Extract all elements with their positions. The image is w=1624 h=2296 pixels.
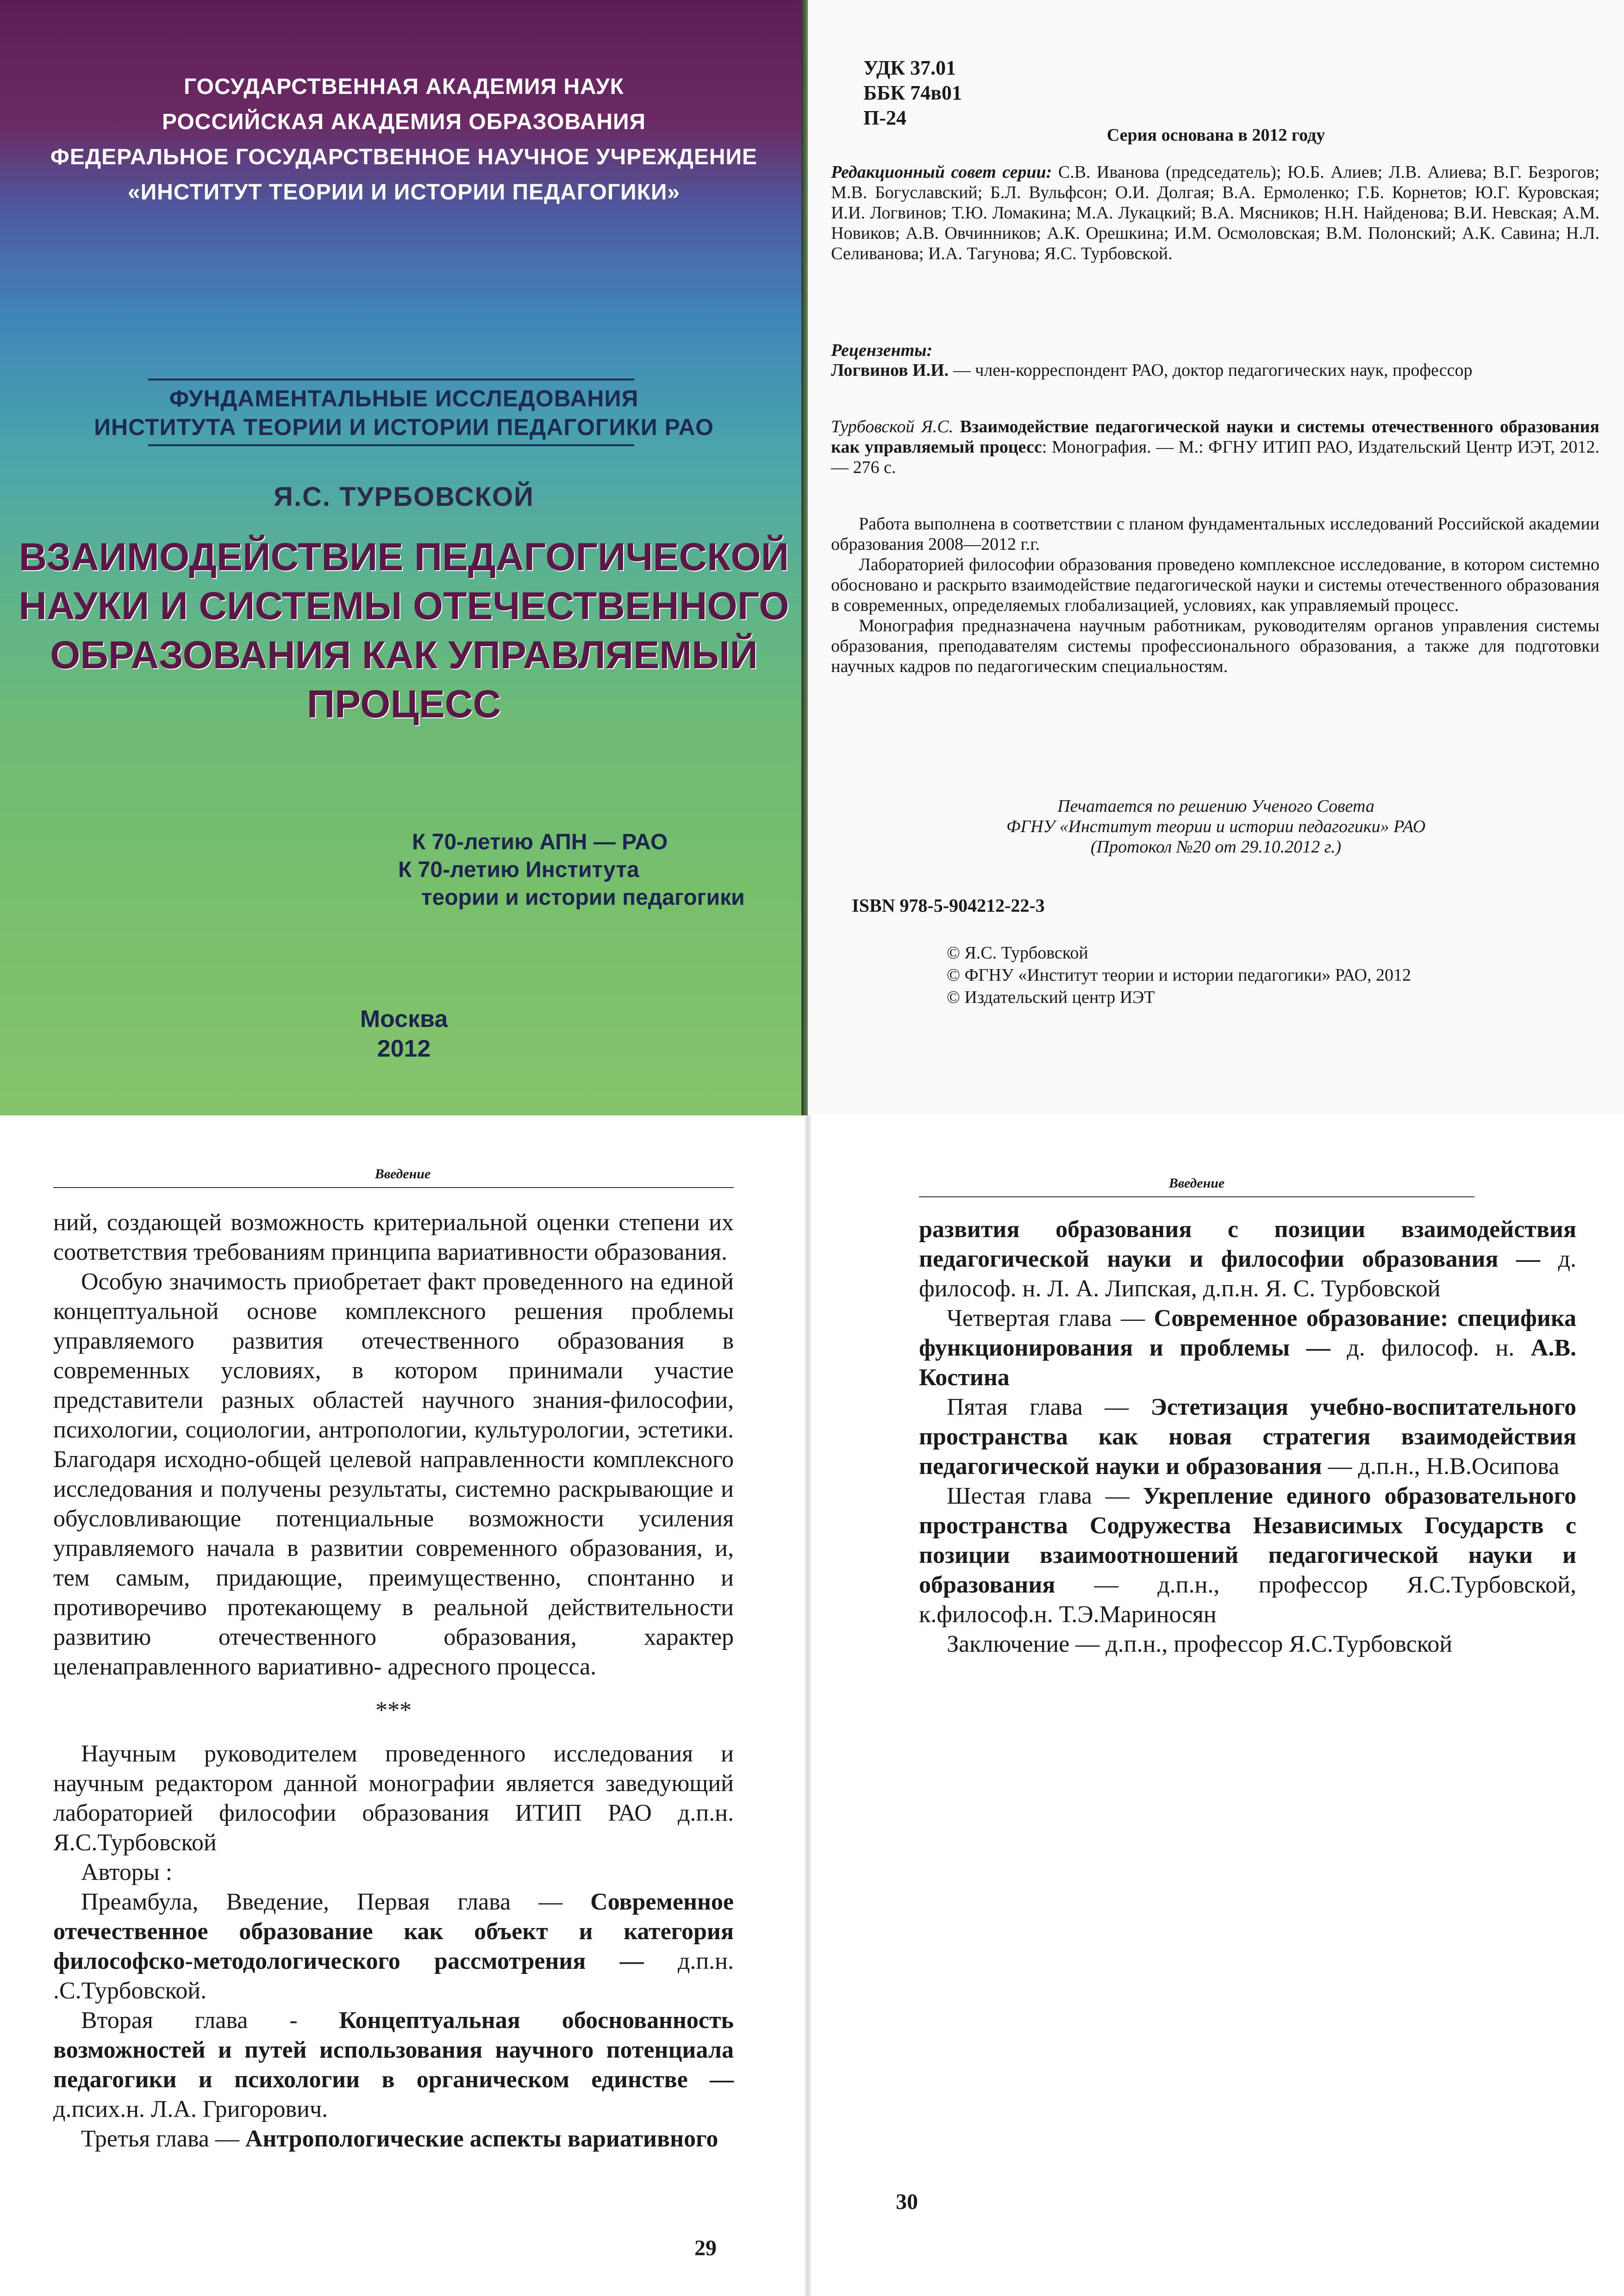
udk-code: УДК 37.01 bbox=[863, 56, 956, 79]
cover-title-line: ВЗАИМОДЕЙСТВИЕ ПЕДАГОГИЧЕСКОЙ bbox=[19, 535, 789, 579]
copyright-line: © ФГНУ «Институт теории и истории педагогики» РАО, 2012 bbox=[947, 965, 1411, 985]
copyright-block bbox=[947, 942, 1411, 1008]
series-founded: Серия основана в 2012 году bbox=[1106, 125, 1325, 145]
reviewers-label: Рецензенты: bbox=[831, 341, 933, 360]
cover-title-line: ПРОЦЕСС bbox=[306, 682, 501, 726]
editorial-board bbox=[831, 162, 1599, 264]
cover-series-line: ИНСТИТУТА ТЕОРИИ И ИСТОРИИ ПЕДАГОГИКИ РАО bbox=[94, 414, 714, 440]
cover-institution-line: «ИНСТИТУТ ТЕОРИИ И ИСТОРИИ ПЕДАГОГИКИ» bbox=[127, 180, 681, 205]
chapter-author: д. философ. н. bbox=[1330, 1335, 1531, 1361]
cover-institution-line: ФЕДЕРАЛЬНОЕ ГОСУДАРСТВЕННОЕ НАУЧНОЕ УЧРЕЖДЕНИЕ bbox=[50, 145, 758, 169]
chapter-author: д. философ. н. Л. А. Липская, д.п.н. Я. С. Турбовской bbox=[919, 1246, 1576, 1302]
bbk-code: ББК 74в01 bbox=[863, 81, 962, 104]
chapter-title: Современное отечественное образование как объект и категория философско-методологического рассмотрения — bbox=[53, 1889, 734, 1974]
abstract-paragraph: Монография предназначена научным работникам, руководителям органов управления системы образования, преподавателям системы профессионального образования, а также для подготовки научных кадров по педагогическим специальностям. bbox=[831, 616, 1599, 676]
abstract-paragraph: Лабораторией философии образования проведено комплексное исследование, в котором системно обосновано и раскрыто взаимодействие педагогической науки и системы отечественного образования в современных, определяемых глобализацией, условиях, как управляемый процесс. bbox=[831, 555, 1599, 615]
page-30-body bbox=[919, 1215, 1576, 1659]
cover-institution-line: РОССИЙСКАЯ АКАДЕМИЯ ОБРАЗОВАНИЯ bbox=[162, 110, 646, 134]
body-paragraph: Особую значимость приобретает факт проведенного на единой концептуальной основе комплексного решения проблемы управляемого развития отечественного образования в современных условиях, в котором принимали участие представители разных областей научного знания-философии, психологии, социологии, антропологии, культурологии, эстетики. Благодаря исходно-общей целевой направленности комплексного исследования и получены результаты, системно раскрывающие и обусловливающие потенциальные возможности усиления управляемого начала в развитии современного образования, и, тем самым, придающие, преимущественно, спонтанно и противоречиво протекающему в реальной действительности развитию отечественного образования, характер целенаправленного вариативно- адресного процесса. bbox=[53, 1269, 734, 1680]
chapter-credit bbox=[919, 1215, 1576, 1304]
cover-author: Я.С. ТУРБОВСКОЙ bbox=[274, 482, 534, 512]
copyright-line: © Я.С. Турбовской bbox=[947, 943, 1088, 963]
abstract bbox=[831, 514, 1599, 677]
page-29-body bbox=[53, 1208, 734, 2154]
cover-year: 2012 bbox=[377, 1035, 431, 1062]
chapter-author: — д.п.н., Н.В.Осипова bbox=[1322, 1453, 1560, 1480]
citation-author: Турбовской Я.С. bbox=[831, 417, 954, 436]
cover-anniversary-line: К 70-летию АПН — РАО bbox=[412, 830, 668, 854]
cover-series-rule-bottom bbox=[148, 444, 634, 446]
chapter-title: развития образования с позиции взаимодействия педагогической науки и философии образования — bbox=[919, 1216, 1576, 1272]
chapter-credit bbox=[919, 1393, 1576, 1481]
running-head: Введение bbox=[1168, 1176, 1225, 1191]
chapter-lead: Пятая глава — bbox=[947, 1394, 1151, 1420]
cover-series-line: ФУНДАМЕНТАЛЬНЫЕ ИССЛЕДОВАНИЯ bbox=[169, 386, 639, 411]
cover-city: Москва bbox=[360, 1006, 448, 1033]
cover-anniversary-line: К 70-летию Института bbox=[398, 858, 639, 882]
page-30 bbox=[808, 1115, 1624, 2296]
chapter-title: Концептуальная обоснованность возможностей и путей использования научного потенциала педагогики и психологии в органическом единстве — bbox=[53, 2007, 734, 2093]
cover-title-line: НАУКИ И СИСТЕМЫ ОТЕЧЕСТВЕННОГО bbox=[19, 584, 789, 628]
editorial-board-label: Редакционный совет серии: bbox=[831, 162, 1052, 182]
cover-anniversary bbox=[398, 828, 778, 912]
chapter-title: Укрепление единого образовательного пространства Содружества Независимых Государств с позиции взаимоотношений педагогической науки и образования bbox=[919, 1483, 1577, 1598]
cover-edge bbox=[801, 0, 808, 1115]
decision-line: (Протокол №20 от 29.10.2012 г.) bbox=[1090, 837, 1342, 857]
chapter-credit bbox=[53, 2006, 734, 2124]
decision-line: ФГНУ «Институт теории и истории педагогики» РАО bbox=[1006, 817, 1426, 836]
reviewer-description: — член-корреспондент РАО, доктор педагогических наук, профессор bbox=[949, 361, 1473, 380]
page-number: 30 bbox=[896, 2190, 918, 2214]
isbn: ISBN 978-5-904212-22-3 bbox=[852, 895, 1045, 916]
chapter-credit bbox=[919, 1481, 1576, 1630]
citation-rest: : Монография. — М.: ФГНУ ИТИП РАО, Издательский Центр ИЭТ, 2012. — 276 с. bbox=[831, 437, 1599, 477]
page-number: 29 bbox=[694, 2236, 717, 2260]
cover-anniversary-line: теории и истории педагогики bbox=[421, 885, 745, 910]
cover-institution-line: ГОСУДАРСТВЕННАЯ АКАДЕМИЯ НАУК bbox=[184, 75, 624, 99]
chapter-credit bbox=[919, 1304, 1576, 1393]
spine-shadow bbox=[803, 1115, 812, 2296]
citation-title: Взаимодействие педагогической науки и системы отечественного образования как управляемый процесс bbox=[831, 417, 1599, 457]
cover-series bbox=[0, 384, 808, 442]
cover-title-line: ОБРАЗОВАНИЯ КАК УПРАВЛЯЕМЫЙ bbox=[50, 633, 758, 677]
page-29 bbox=[0, 1115, 808, 2296]
chapter-lead: Четвертая глава — bbox=[947, 1305, 1154, 1332]
chapter-lead: Шестая глава — bbox=[947, 1483, 1143, 1509]
conclusion-credit: Заключение — д.п.н., профессор Я.С.Турбовской bbox=[947, 1631, 1453, 1657]
cover-institutions bbox=[0, 69, 808, 210]
running-head-rule bbox=[53, 1187, 734, 1188]
classification-codes bbox=[863, 56, 962, 131]
chapter-lead: Вторая глава - bbox=[81, 2007, 339, 2034]
chapter-title: Антропологические аспекты вариативного bbox=[245, 2126, 718, 2152]
chapter-author-bold: А.В. Костина bbox=[919, 1335, 1577, 1391]
body-paragraph: ний, создающей возможность критериальной оценки степени их соответствия требованиям принципа вариативности образования. bbox=[53, 1209, 734, 1265]
publication-decision bbox=[808, 796, 1624, 857]
authors-label: Авторы : bbox=[81, 1859, 173, 1885]
abstract-paragraph: Работа выполнена в соответствии с планом фундаментальных исследований Российской академии образования 2008—2012 г.г. bbox=[831, 514, 1599, 554]
chapter-author: — д.п.н., профессор Я.С.Турбовской, к.философ.н. Т.Э.Мариносян bbox=[919, 1572, 1576, 1628]
chapter-lead: Преамбула, Введение, Первая глава — bbox=[81, 1889, 591, 1915]
chapter-credit bbox=[53, 1887, 734, 2006]
cover-title bbox=[0, 532, 808, 728]
author-code: П-24 bbox=[863, 106, 906, 129]
copyright-line: © Издательский центр ИЭТ bbox=[947, 988, 1155, 1007]
imprint-page bbox=[808, 0, 1624, 1115]
cover-imprint bbox=[0, 1004, 808, 1064]
body-paragraph: Научным руководителем проведенного исследования и научным редактором данной монографии является заведующий лабораторией философии образования ИТИП РАО д.п.н. Я.С.Турбовской bbox=[53, 1741, 734, 1856]
bibliographic-citation bbox=[831, 417, 1599, 478]
running-head: Введение bbox=[375, 1166, 431, 1182]
reviewer bbox=[831, 360, 1599, 380]
chapter-author: д.п.н. .С.Турбовской. bbox=[53, 1948, 734, 2004]
decision-line: Печатается по решению Ученого Совета bbox=[1057, 796, 1374, 816]
chapter-title: Современное образование: специфика функционирования и проблемы — bbox=[919, 1305, 1576, 1361]
book-cover bbox=[0, 0, 808, 1115]
chapter-title: Эстетизация учебно-воспитательного пространства как новая стратегия взаимодействия педагогической науки и образования bbox=[919, 1394, 1576, 1480]
running-head-rule bbox=[919, 1196, 1474, 1197]
chapter-lead: Третья глава — bbox=[81, 2126, 245, 2152]
chapter-credit bbox=[53, 2124, 734, 2154]
section-separator: *** bbox=[375, 1697, 412, 1724]
reviewer-name: Логвинов И.И. bbox=[831, 361, 949, 380]
chapter-author: д.псих.н. Л.А. Григорович. bbox=[53, 2096, 328, 2122]
cover-series-rule-top bbox=[148, 379, 634, 380]
editorial-board-members: С.В. Иванова (председатель); Ю.Б. Алиев; Л.В. Алиева; В.Г. Безрогов; М.В. Богуславский; Б.Л. Вульфсон; О.И. Долгая; В.А. Ермоленко; Г.Б. Корнетов; Ю.Г. Куровская; И.И. Логвинов; Т.Ю. Ломакина; М.А. Лукацкий; В.А. Мясников; Н.Н. Найденова; В.И. Невская; А.М. Новиков; А.В. Овчинников; А.К. Орешкина; И.М. Осмоловская; В.М. Полонский; А.К. Савина; Н.Л. Селиванова; И.А. Тагунова; Я.С. Турбовской. bbox=[831, 162, 1599, 263]
